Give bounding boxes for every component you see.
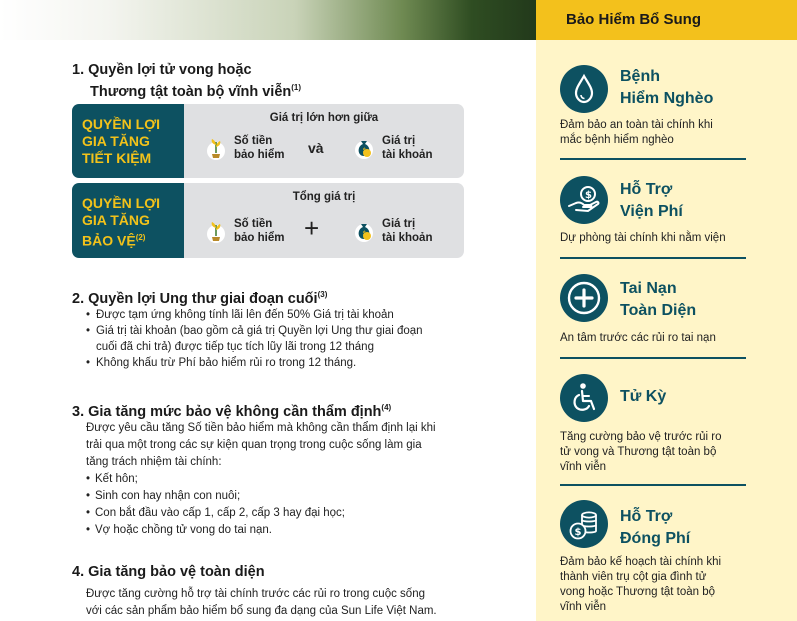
wheelchair-icon	[560, 374, 608, 422]
card-description: Tăng cường bảo vệ trước rủi ro tử vong và Thương tật toàn bộ vĩnh viễn	[560, 431, 722, 473]
money-bag-icon	[352, 219, 376, 243]
card-term-life	[560, 374, 772, 474]
divider	[560, 257, 746, 259]
benefit-heading: Giá trị lớn hơn giữa	[269, 112, 379, 124]
section-1-title: 1. Quyền lợi tử vong hoặc Thương tật toàn bộ vĩnh viễn$^{(1)}$	[72, 62, 302, 100]
svg-text:$: $	[362, 147, 367, 154]
account-value-item: $ Giá trị tài khoản	[352, 134, 432, 162]
section-3-title: 3. Gia tăng mức bảo vệ không cần thẩm định$^{(4)}$	[72, 403, 392, 420]
bullet-item: • Được tạm ứng không tính lãi lên đến 50% Giá trị tài khoản	[86, 307, 423, 323]
account-value-item: $ Giá trị tài khoản	[352, 217, 432, 245]
benefit-box-protection	[72, 183, 464, 258]
bullet-item: • Kết hôn;	[86, 471, 436, 488]
card-title: Hỗ Trợ Viện Phí	[620, 181, 683, 220]
bullet-item: • Con bắt đầu vào cấp 1, cấp 2, cấp 3 hay đại học;	[86, 505, 436, 522]
sum-insured-item: Số tiền bảo hiểm	[204, 217, 284, 245]
divider	[560, 484, 746, 486]
card-title: Hỗ Trợ Đóng Phí	[620, 508, 691, 547]
benefit-box-savings	[72, 104, 464, 178]
bullet-item: • Vợ hoặc chồng tử vong do tai nạn.	[86, 522, 436, 539]
card-description: Đảm bảo kế hoạch tài chính khi thành viên trụ cột gia đình tử vong hoặc Thương tật toàn bộ vĩnh viễn	[560, 556, 722, 613]
sum-insured-item: Số tiền bảo hiểm	[204, 134, 284, 162]
divider	[560, 158, 746, 160]
supplementary-sidebar	[536, 0, 797, 621]
bullet-item: • Sinh con hay nhận con nuôi;	[86, 488, 436, 505]
coins-icon	[560, 500, 608, 548]
section-4-title: 4. Gia tăng bảo vệ toàn diện	[72, 564, 265, 580]
card-title: Tai Nạn Toàn Diện	[620, 280, 697, 319]
card-accident	[560, 274, 772, 354]
plus-icon	[560, 274, 608, 322]
card-description: Đảm bảo an toàn tài chính khi mắc bệnh hiểm nghèo	[560, 119, 713, 146]
card-critical-illness	[560, 62, 772, 162]
plant-coin-icon	[204, 136, 228, 160]
card-title: Bệnh Hiểm Nghèo	[620, 68, 714, 107]
benefit-label-savings: QUYỀN LỢI GIA TĂNG TIẾT KIỆM	[72, 104, 184, 178]
operator-plus: +	[304, 213, 320, 243]
card-title: Tử Kỳ	[620, 388, 667, 405]
card-description: An tâm trước các rủi ro tai nạn	[560, 332, 716, 344]
svg-text:$: $	[585, 190, 592, 201]
section-4-body: Được tăng cường hỗ trợ tài chính trước các rủi ro trong cuộc sống với các sản phẩm bảo hiểm bổ sung đa dạng của Sun Life Việt Nam.	[86, 588, 437, 617]
operator-and: và	[308, 140, 324, 156]
main-content	[0, 40, 536, 621]
svg-text:$: $	[362, 230, 367, 237]
divider	[560, 357, 746, 359]
bullet-item: • Giá trị tài khoản (bao gồm cả giá trị Quyền lợi Ung thư giai đoạn cuối đã chi trả) được tiếp tục tích lũy lãi trong 12 tháng	[86, 323, 423, 355]
section-2-bullets	[86, 307, 423, 371]
benefit-label-protection: QUYỀN LỢI GIA TĂNG BẢO VỆ$^{(2)}$	[72, 183, 184, 258]
drop-icon	[560, 65, 608, 113]
plant-coin-icon	[204, 219, 228, 243]
section-2-title: 2. Quyền lợi Ung thư giai đoạn cuối$^{(3)}$	[72, 290, 328, 307]
sidebar-title: Bảo Hiểm Bổ Sung	[536, 0, 797, 40]
benefit-heading: Tổng giá trị	[292, 191, 356, 203]
section-3-body: Được yêu cầu tăng Số tiền bảo hiểm mà không cần thẩm định lại khi trải qua một trong các sự kiện quan trọng trong cuộc sống làm gia tăng trách nhiệm tài chính: • Kết hôn; • Sinh con hay nhận con nuôi; • Con bắt đầu vào cấp 1, cấp 2, cấp 3 hay đại học; • Vợ hoặc chồng tử vong do tai nạn.	[86, 420, 436, 539]
svg-text:$: $	[574, 527, 582, 538]
bullet-item: • Không khấu trừ Phí bảo hiểm rủi ro trong 12 tháng.	[86, 355, 423, 371]
card-hospital-support	[560, 174, 772, 254]
header-banner	[0, 0, 536, 40]
money-bag-icon	[352, 136, 376, 160]
card-description: Dự phòng tài chính khi nằm viện	[560, 232, 726, 244]
card-premium-support	[560, 500, 772, 620]
hand-money-icon	[560, 176, 608, 224]
